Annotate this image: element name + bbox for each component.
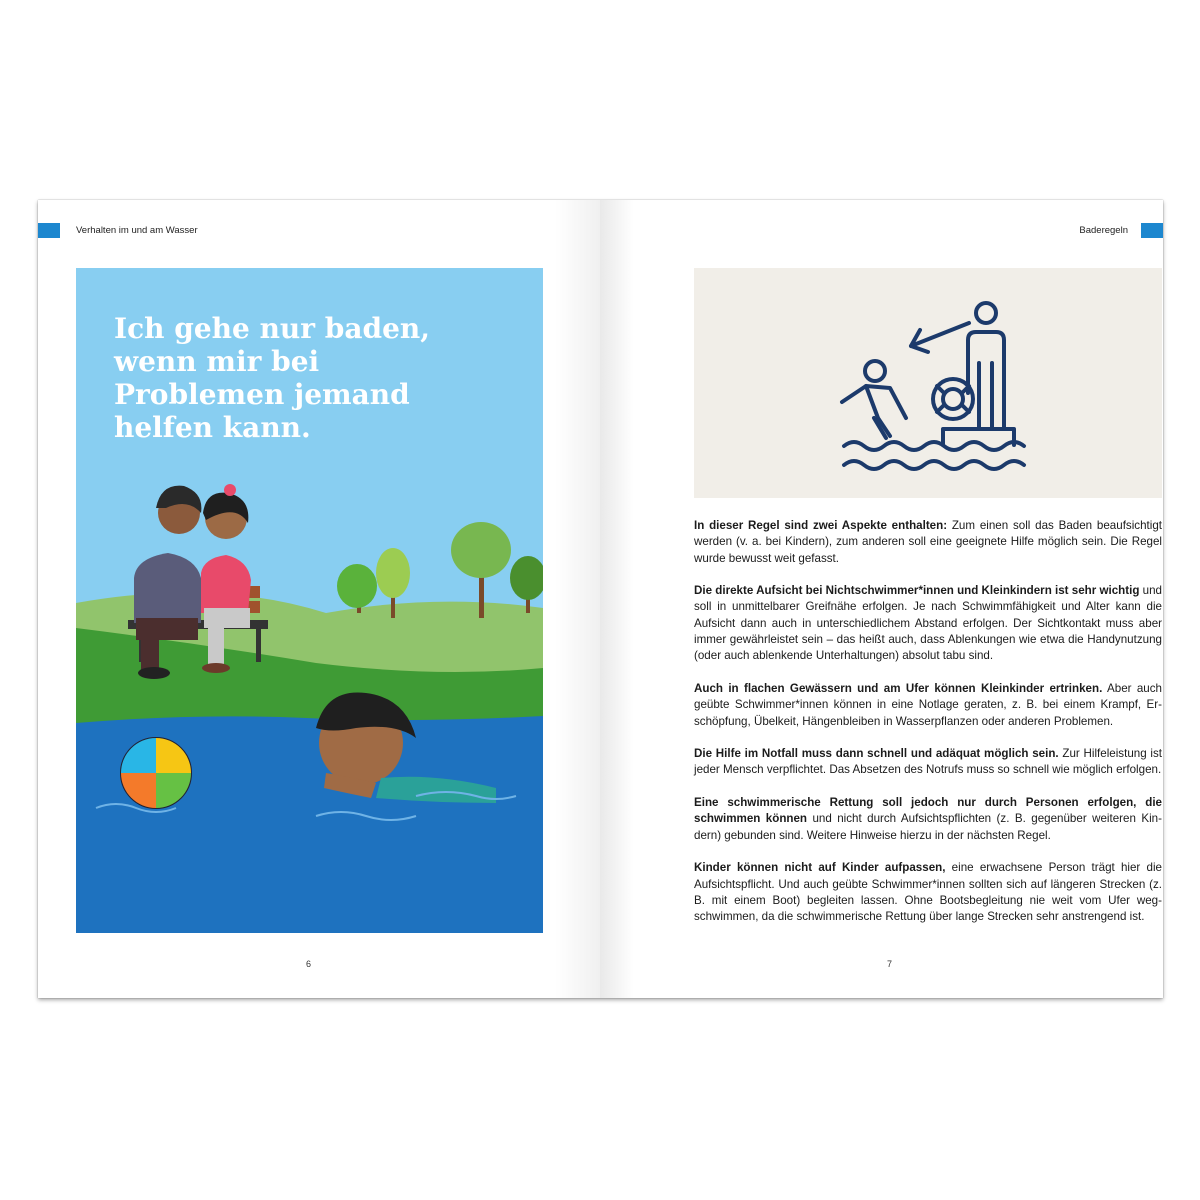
lifeguard-rescue-icon [694,268,1162,498]
rescue-icon-panel [694,268,1162,498]
section-tab-marker [38,223,60,238]
paragraph-6: Kinder können nicht auf Kinder aufpassen, eine erwachsene Person trägt hier die Aufsichtspflicht. Und auch geübte Schwimmer*innen sollten sich auf längeren Strecken (z. B. mit einem Boot) begleiten lassen. Ohne Bootsbegleitung nie weit vom Ufer wegschwimmen, da die schwimmerische Rettung über lange Strecken sehr anstrengend ist. [694,861,1162,924]
park-swimming-illustration [76,268,543,933]
running-head-right: Baderegeln [1079,225,1128,236]
paragraph-3: Auch in flachen Gewässern und am Ufer können Kleinkinder ertrinken. Aber auch geübte Schwimmer*innen können in eine Notlage geraten, z. B. bei einem Krampf, Erschöpfung, Übelkeit, Hängenbleiben in Wasserpflanzen oder anderen Problemen. [694,681,1162,728]
paragraph-4: Die Hilfe im Notfall muss dann schnell und adäquat möglich sein. Zur Hilfeleistung ist jeder Mensch verpflichtet. Das Absetzen des Notrufs muss so schnell wie möglich erfolgen. [694,747,1162,777]
right-page [600,200,1163,998]
page-number-left: 6 [306,959,312,969]
paragraph-2: Die direkte Aufsicht bei Nichtschwimmer*innen und Kleinkindern ist sehr wichtig und soll in unmittelbarer Greifnähe erfolgen. Je nach Schwimmfähigkeit und Alter kann die Aufsicht dann auch in unterschiedlichem Abstand erfolgen. Der Sichtkontakt muss aber immer gewährleistet sein – das heißt auch, dass Ablenkungen wie etwa die Handynutzung (oder auch ablenkende Unterhaltungen) absolut tabu sind. [694,584,1162,663]
section-tab-marker-right [1141,223,1163,238]
page-headline: Ich gehe nur baden, wenn mir bei Problemen jemand helfen kann. [114,312,430,444]
body-text [694,518,1162,942]
paragraph-1: In dieser Regel sind zwei Aspekte enthalten: Zum einen soll das Baden beaufsichtigt werden (v. a. bei Kindern), zum anderen soll eine geeignete Hilfe möglich sein. Die Regel wurde bewusst weit gefasst. [694,519,1162,565]
illustration-panel [76,268,543,933]
brochure-spread [38,200,1163,998]
left-page [38,200,600,998]
beach-ball [121,738,191,808]
paragraph-5: Eine schwimmerische Rettung soll jedoch nur durch Personen erfolgen, die schwimmen können und nicht durch Aufsichtspflichten (z. B. gegenüber weiteren Kindern) gebunden sind. Weitere Hinweise hierzu in der nächsten Regel. [694,796,1162,842]
page-number-right: 7 [887,959,893,969]
running-head-left: Verhalten im und am Wasser [76,225,198,236]
